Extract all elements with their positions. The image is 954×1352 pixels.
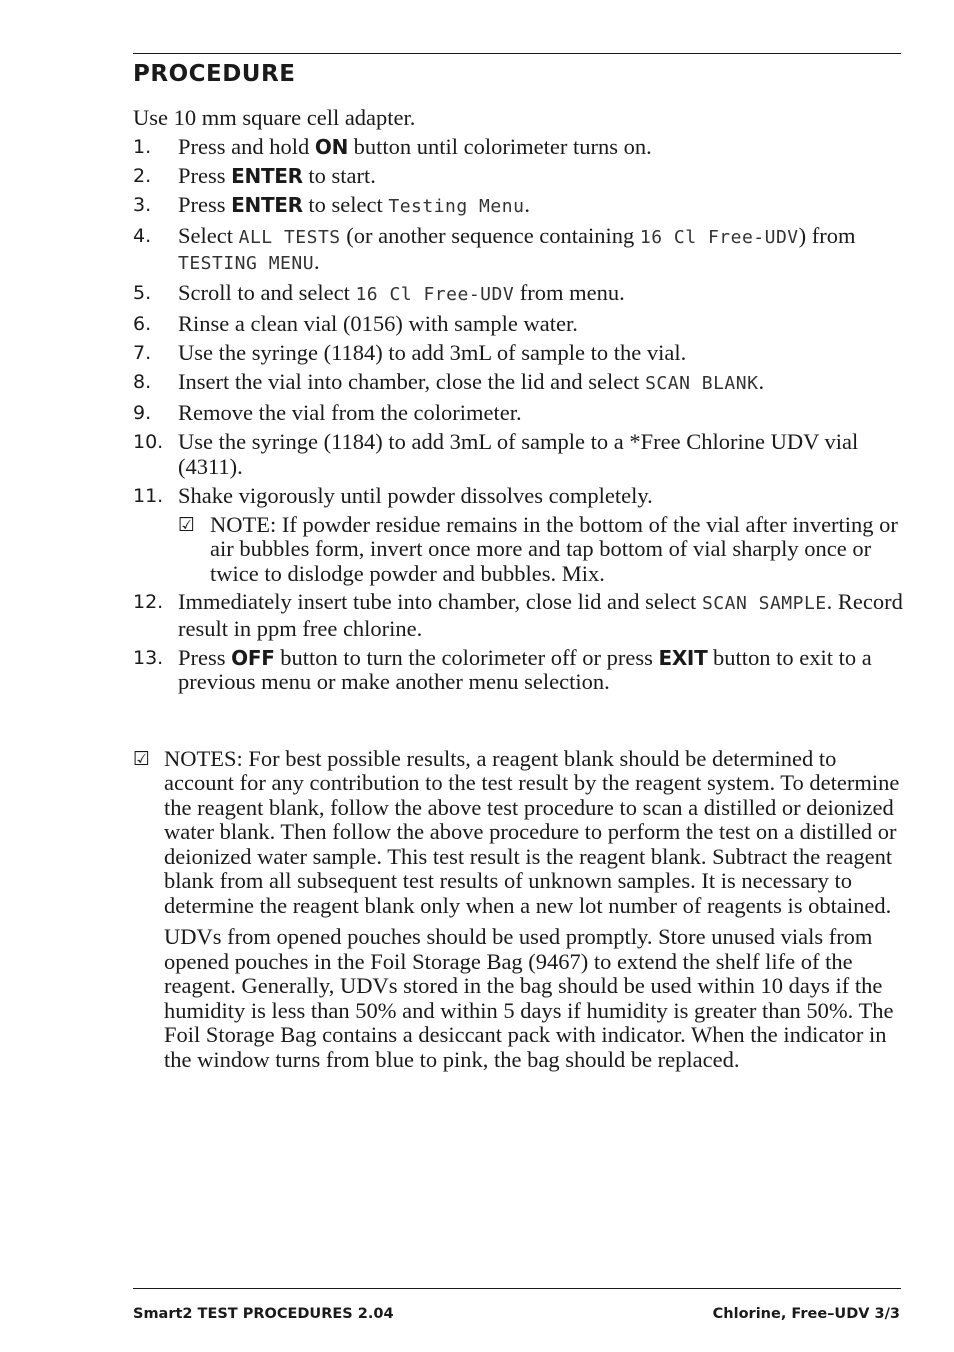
procedure-step — [133, 430, 903, 479]
step-number: 2. — [133, 164, 152, 187]
display-text: SCAN BLANK — [645, 373, 759, 394]
procedure-step — [133, 193, 903, 220]
step-text-run: . — [524, 191, 531, 217]
procedure-body — [133, 106, 903, 1079]
step-text — [178, 281, 903, 308]
step-text-run: . Record result in ppm free chlorine. — [178, 589, 903, 641]
step-text-run: to select — [302, 191, 389, 217]
step-text — [178, 590, 903, 641]
display-text: 16 Cl Free-UDV — [639, 226, 799, 248]
step-text-run: Shake vigorously until powder dissolves completely. — [178, 482, 653, 508]
step-text — [178, 646, 903, 695]
step-number: 6. — [133, 313, 152, 335]
step-text-run: Use the syringe (1184) to add 3mL of sample to a *Free Chlorine UDV vial (4311). — [178, 429, 859, 479]
button-label: ENTER — [231, 192, 303, 217]
procedure-step — [133, 370, 903, 397]
button-label: OFF — [231, 645, 275, 670]
step-number: 9. — [133, 402, 152, 424]
step-text-run: Immediately insert tube into chamber, close lid and select — [178, 589, 702, 614]
header-rule — [133, 53, 901, 54]
display-text: Testing Menu — [388, 195, 525, 217]
procedure-step — [133, 224, 903, 277]
footer-left: Smart2 TEST PROCEDURES 2.04 — [133, 1306, 394, 1322]
step-text-run: to start. — [302, 162, 376, 188]
step-text — [178, 370, 903, 397]
button-label: ON — [314, 134, 349, 159]
step-text-run: ) from — [798, 222, 856, 248]
step-text-run: . — [758, 369, 765, 394]
step-number: 7. — [133, 342, 152, 364]
step-number: 1. — [133, 135, 152, 158]
step-text-run: Scroll to and select — [178, 280, 356, 305]
procedure-step — [133, 281, 903, 308]
footer-rule — [133, 1288, 901, 1289]
step-text-run: Remove the vial from the colorimeter. — [178, 400, 522, 425]
step-text — [178, 164, 903, 189]
procedure-step — [133, 135, 903, 160]
display-text: TESTING MENU — [178, 253, 315, 274]
step-text-run: Insert the vial into chamber, close the lid and select — [178, 369, 646, 394]
procedure-steps — [133, 135, 903, 695]
step-text — [178, 193, 903, 220]
procedure-step — [133, 590, 903, 641]
notes-row — [133, 747, 903, 1080]
step-text — [178, 341, 903, 366]
step-text-run: button until colorimeter turns on. — [348, 133, 652, 159]
step-text-run: Press and hold — [178, 133, 315, 159]
display-text: ALL TESTS — [238, 226, 341, 248]
footer-right: Chlorine, Free–UDV 3/3 — [712, 1306, 900, 1322]
display-text: 16 Cl Free-UDV — [355, 284, 515, 305]
procedure-step — [133, 646, 903, 695]
checkbox-icon: ☑ — [178, 513, 196, 536]
notes-section — [133, 747, 903, 1080]
step-note — [178, 513, 903, 587]
step-text-run: Select — [178, 222, 239, 248]
step-text — [178, 224, 903, 277]
button-label: EXIT — [658, 645, 708, 670]
button-label: ENTER — [231, 163, 303, 188]
step-number: 12. — [133, 591, 164, 613]
procedure-step — [133, 484, 903, 509]
step-text-run: Rinse a clean vial (0156) with sample water. — [178, 311, 578, 336]
step-number: 4. — [133, 224, 152, 247]
step-text — [178, 401, 903, 426]
checkbox-icon: ☑ — [133, 747, 151, 770]
display-text: SCAN SAMPLE — [701, 593, 827, 614]
step-number: 11. — [133, 484, 164, 507]
step-text-run: (or another sequence containing — [340, 222, 640, 248]
procedure-step — [133, 164, 903, 189]
step-number: 3. — [133, 193, 152, 216]
step-text-run: Press — [178, 191, 232, 217]
step-text-run: Press — [178, 162, 232, 188]
step-text-run: button to exit to a previous menu or make another menu selection. — [178, 644, 872, 694]
step-number: 8. — [133, 371, 152, 393]
step-number: 5. — [133, 282, 152, 304]
step-text-run: button to turn the colorimeter off or press — [274, 644, 659, 670]
notes-paragraph-2: UDVs from opened pouches should be used promptly. Store unused vials from opened pouches in the Foil Storage Bag (9467) to extend the shelf life of the reagent. Generally, UDVs stored in the bag should be used within 10 days if the humidity is less than 50% and within 5 days if humidity is greater than 50%. The Foil Storage Bag contains a desiccant pack with indicator. When the indicator in the window turns from blue to pink, the bag should be replaced. — [164, 924, 894, 1072]
intro-text: Use 10 mm square cell adapter. — [133, 105, 416, 130]
step-text — [178, 135, 903, 160]
step-text — [178, 312, 903, 337]
procedure-step — [133, 401, 903, 426]
step-text — [178, 430, 903, 479]
step-text-run: Use the syringe (1184) to add 3mL of sample to the vial. — [178, 340, 687, 365]
step-text — [178, 484, 903, 509]
procedure-step — [133, 312, 903, 337]
notes-text — [164, 747, 903, 1080]
step-number: 13. — [133, 646, 164, 669]
section-title: PROCEDURE — [133, 61, 296, 87]
notes-paragraph-1: NOTES: For best possible results, a reagent blank should be determined to account for any contribution to the test result by the reagent system. To determine the reagent blank, follow the above test procedure to scan a distilled or deionized water blank. Then follow the above procedure to perform the test on a distilled or deionized water sample. This test result is the reagent blank. Subtract the reagent blank from all subsequent test results of unknown samples. It is necessary to determine the reagent blank only when a new lot number of reagents is obtained. — [164, 745, 900, 918]
step-note-text: NOTE: If powder residue remains in the bottom of the vial after inverting or air bubbles form, invert once more and tap bottom of vial sharply once or twice to dislodge powder and bubbles. Mix. — [210, 511, 898, 586]
step-number: 10. — [133, 431, 164, 453]
step-text-run: . — [314, 249, 320, 274]
step-text-run: from menu. — [514, 280, 625, 305]
procedure-step — [133, 341, 903, 366]
step-text-run: Press — [178, 644, 232, 670]
